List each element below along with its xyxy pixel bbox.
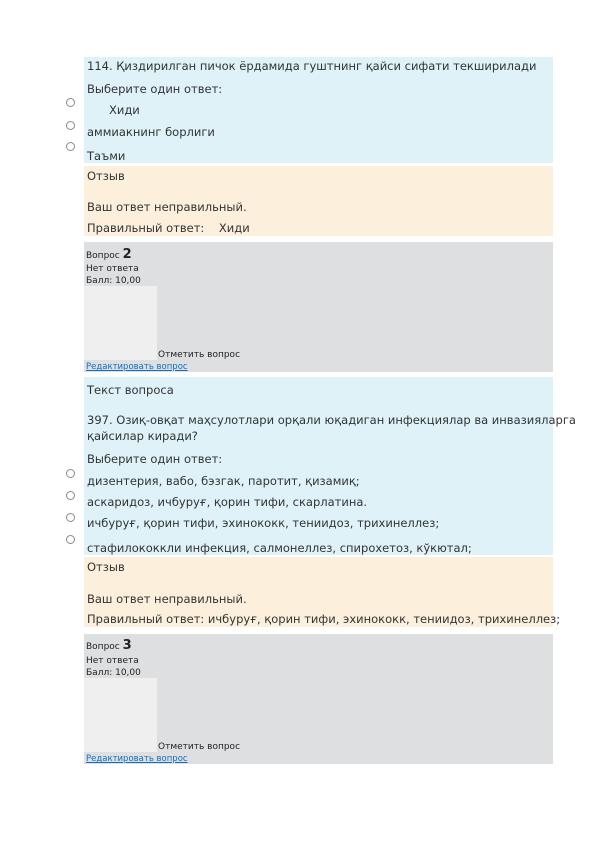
q1-question-text: 114. Қиздирилган пичок ёрдамида гуштнинг қайси сифати текширилади xyxy=(87,59,537,73)
q2-number: 2 xyxy=(122,247,132,262)
q2-question-line-1: 397. Озиқ-овқат маҳсулотлари орқали юқадиган инфекциялар ва инвазияларга xyxy=(87,413,576,427)
q1-option-3-label[interactable]: Таъми xyxy=(87,149,126,163)
q3-flag-button[interactable]: Отметить вопрос xyxy=(158,742,241,752)
q2-prompt: Выберите один ответ: xyxy=(87,452,223,466)
q2-option-2-radio[interactable] xyxy=(66,491,75,500)
q1-option-1-radio[interactable] xyxy=(66,98,75,107)
q1-feedback-correct: Правильный ответ: Хиди xyxy=(87,221,250,235)
q2-option-3-radio[interactable] xyxy=(66,513,75,522)
q3-number: 3 xyxy=(122,638,132,653)
q2-question-line-2: қайсилар киради? xyxy=(87,429,198,443)
q3-status: Нет ответа xyxy=(86,656,139,666)
q1-feedback-result: Ваш ответ неправильный. xyxy=(87,200,247,214)
q1-option-1-label[interactable]: Хиди xyxy=(109,103,140,117)
q3-label: Вопрос xyxy=(86,642,120,652)
q3-score: Балл: 10,00 xyxy=(86,668,141,678)
q2-label: Вопрос xyxy=(86,251,120,261)
q2-option-1-label[interactable]: дизентерия, вабо, бэзгак, паротит, қизамиқ; xyxy=(87,474,360,488)
q2-edit-link[interactable]: Редактировать вопрос xyxy=(86,362,188,372)
q2-option-1-radio[interactable] xyxy=(66,469,75,478)
q3-flag-image xyxy=(84,678,157,752)
q2-option-4-label[interactable]: стафилококкли инфекция, салмонеллез, спирохетоз, кўкютал; xyxy=(87,541,472,555)
q3-edit-link[interactable]: Редактировать вопрос xyxy=(86,754,188,764)
q1-option-3-radio[interactable] xyxy=(66,142,75,151)
q2-feedback-correct: Правильный ответ: ичбуруғ, қорин тифи, эхинококк, тениидоз, трихинеллез; xyxy=(87,612,561,626)
q2-flag-button[interactable]: Отметить вопрос xyxy=(158,350,241,360)
q2-feedback-title: Отзыв xyxy=(87,560,125,574)
q2-heading xyxy=(86,247,132,262)
q2-status: Нет ответа xyxy=(86,264,139,274)
q2-flag-image xyxy=(84,286,157,360)
q3-heading xyxy=(86,638,132,653)
q2-option-4-radio[interactable] xyxy=(66,535,75,544)
q2-option-2-label[interactable]: аскаридоз, ичбуруғ, қорин тифи, скарлатина. xyxy=(87,495,368,509)
q1-option-2-radio[interactable] xyxy=(66,121,75,130)
q2-text-title: Текст вопроса xyxy=(87,383,174,397)
q1-feedback-title: Отзыв xyxy=(87,169,125,183)
q1-prompt: Выберите один ответ: xyxy=(87,82,223,96)
q2-option-3-label[interactable]: ичбуруғ, қорин тифи, эхинококк, тениидоз, трихинеллез; xyxy=(87,516,440,530)
q2-score: Балл: 10,00 xyxy=(86,276,141,286)
q1-option-2-label[interactable]: аммиакнинг борлиги xyxy=(87,125,215,139)
q2-feedback-result: Ваш ответ неправильный. xyxy=(87,592,247,606)
